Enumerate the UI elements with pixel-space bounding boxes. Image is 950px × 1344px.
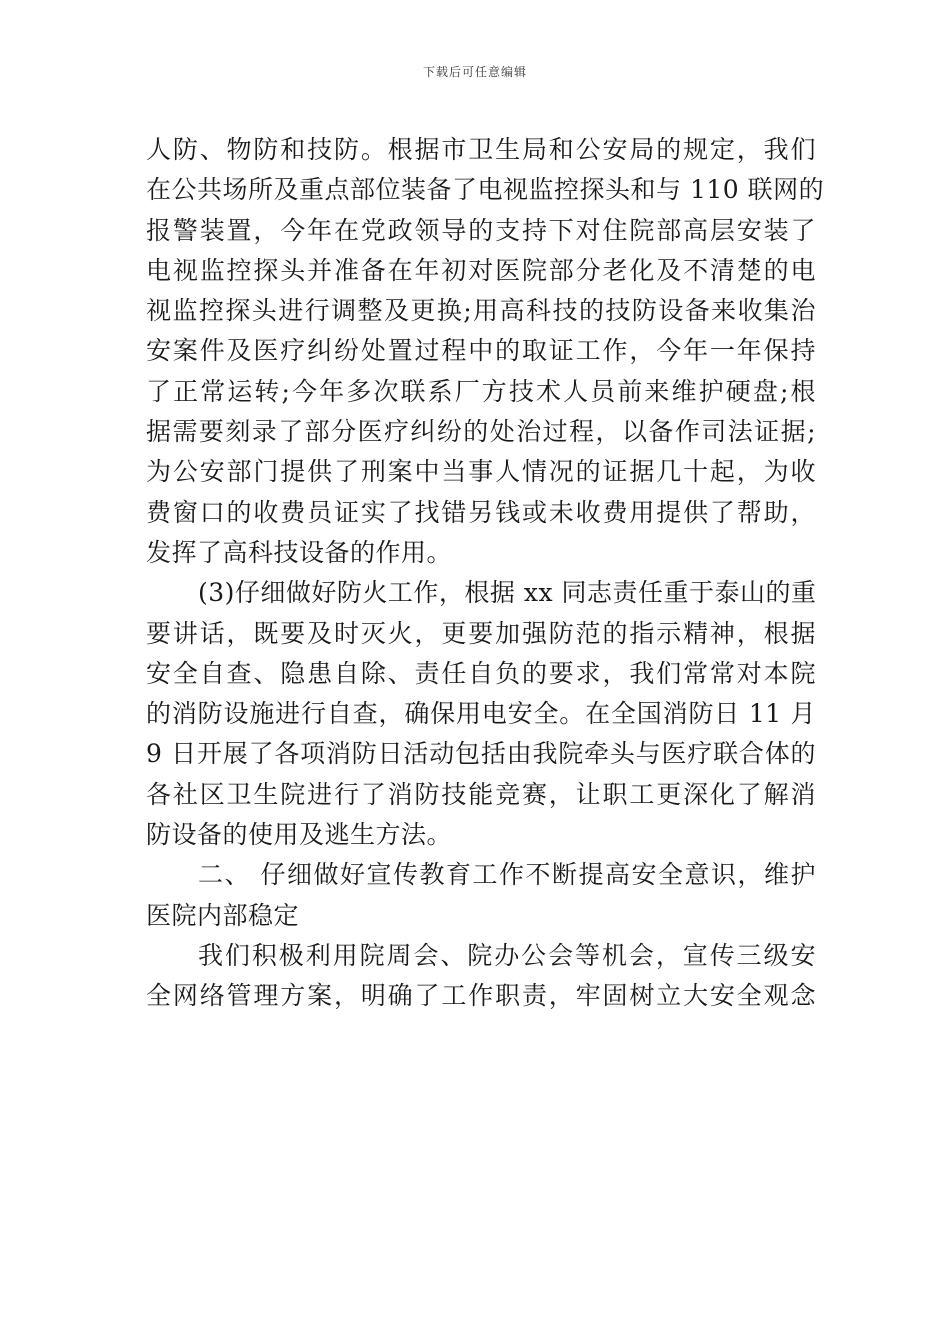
text-line: 全网络管理方案，明确了工作职责，牢固树立大安全观念: [146, 981, 816, 1011]
text-line: 人防、物防和技防。根据市卫生局和公安局的规定，我们: [146, 135, 816, 164]
heading-line: 二、 仔细做好宣传教育工作不断提高安全意识，维护: [198, 860, 816, 890]
page-header: 下载后可任意编辑: [422, 65, 527, 79]
text-line: (3)仔细做好防火工作，根据 xx 同志责任重于泰山的重: [198, 578, 817, 608]
text-line: 9 日开展了各项消防日活动包括由我院牵头与医疗联合体的: [146, 739, 816, 769]
text-line: 为公安部门提供了刑案中当事人情况的证据几十起，为收: [146, 457, 816, 487]
text-line: 防设备的使用及逃生方法。: [146, 820, 453, 850]
text-line: 安全自查、隐患自除、责任自负的要求，我们常常对本院: [146, 658, 816, 688]
text-line: 在公共场所及重点部位装备了电视监控探头和与 110 联网的: [146, 175, 825, 205]
paragraph-security-devices: [146, 130, 825, 573]
text-line: 费窗口的收费员证实了找错另钱或未收费用提供了帮助，: [146, 497, 816, 527]
text-line: 据需要刻录了部分医疗纠纷的处治过程，以备作司法证据;: [146, 417, 816, 447]
text-line: 了正常运转;今年多次联系厂方技术人员前来维护硬盘;根: [146, 376, 816, 406]
paragraph-publicity: [146, 936, 816, 1017]
section-heading-two: [146, 855, 816, 936]
text-line: 各社区卫生院进行了消防技能竞赛，让职工更深化了解消: [146, 779, 816, 809]
paragraph-fire-prevention: [146, 573, 816, 855]
text-line: 视监控探头进行调整及更换;用高科技的技防设备来收集治: [146, 296, 816, 326]
heading-line: 医院内部稳定: [146, 900, 300, 930]
text-line: 电视监控探头并准备在年初对医院部分老化及不清楚的电: [146, 255, 816, 285]
text-line: 报警装置，今年在党政领导的支持下对住院部高层安装了: [146, 215, 816, 245]
text-line: 安案件及医疗纠纷处置过程中的取证工作，今年一年保持: [146, 336, 816, 366]
text-line: 要讲话，既要及时灭火，更要加强防范的指示精神，根据: [146, 618, 816, 648]
document-body: [146, 130, 825, 1017]
text-line: 我们积极利用院周会、院办公会等机会，宣传三级安: [198, 940, 816, 970]
text-line: 发挥了高科技设备的作用。: [146, 537, 453, 567]
text-line: 的消防设施进行自查，确保用电安全。在全国消防日 11 月: [146, 699, 816, 729]
